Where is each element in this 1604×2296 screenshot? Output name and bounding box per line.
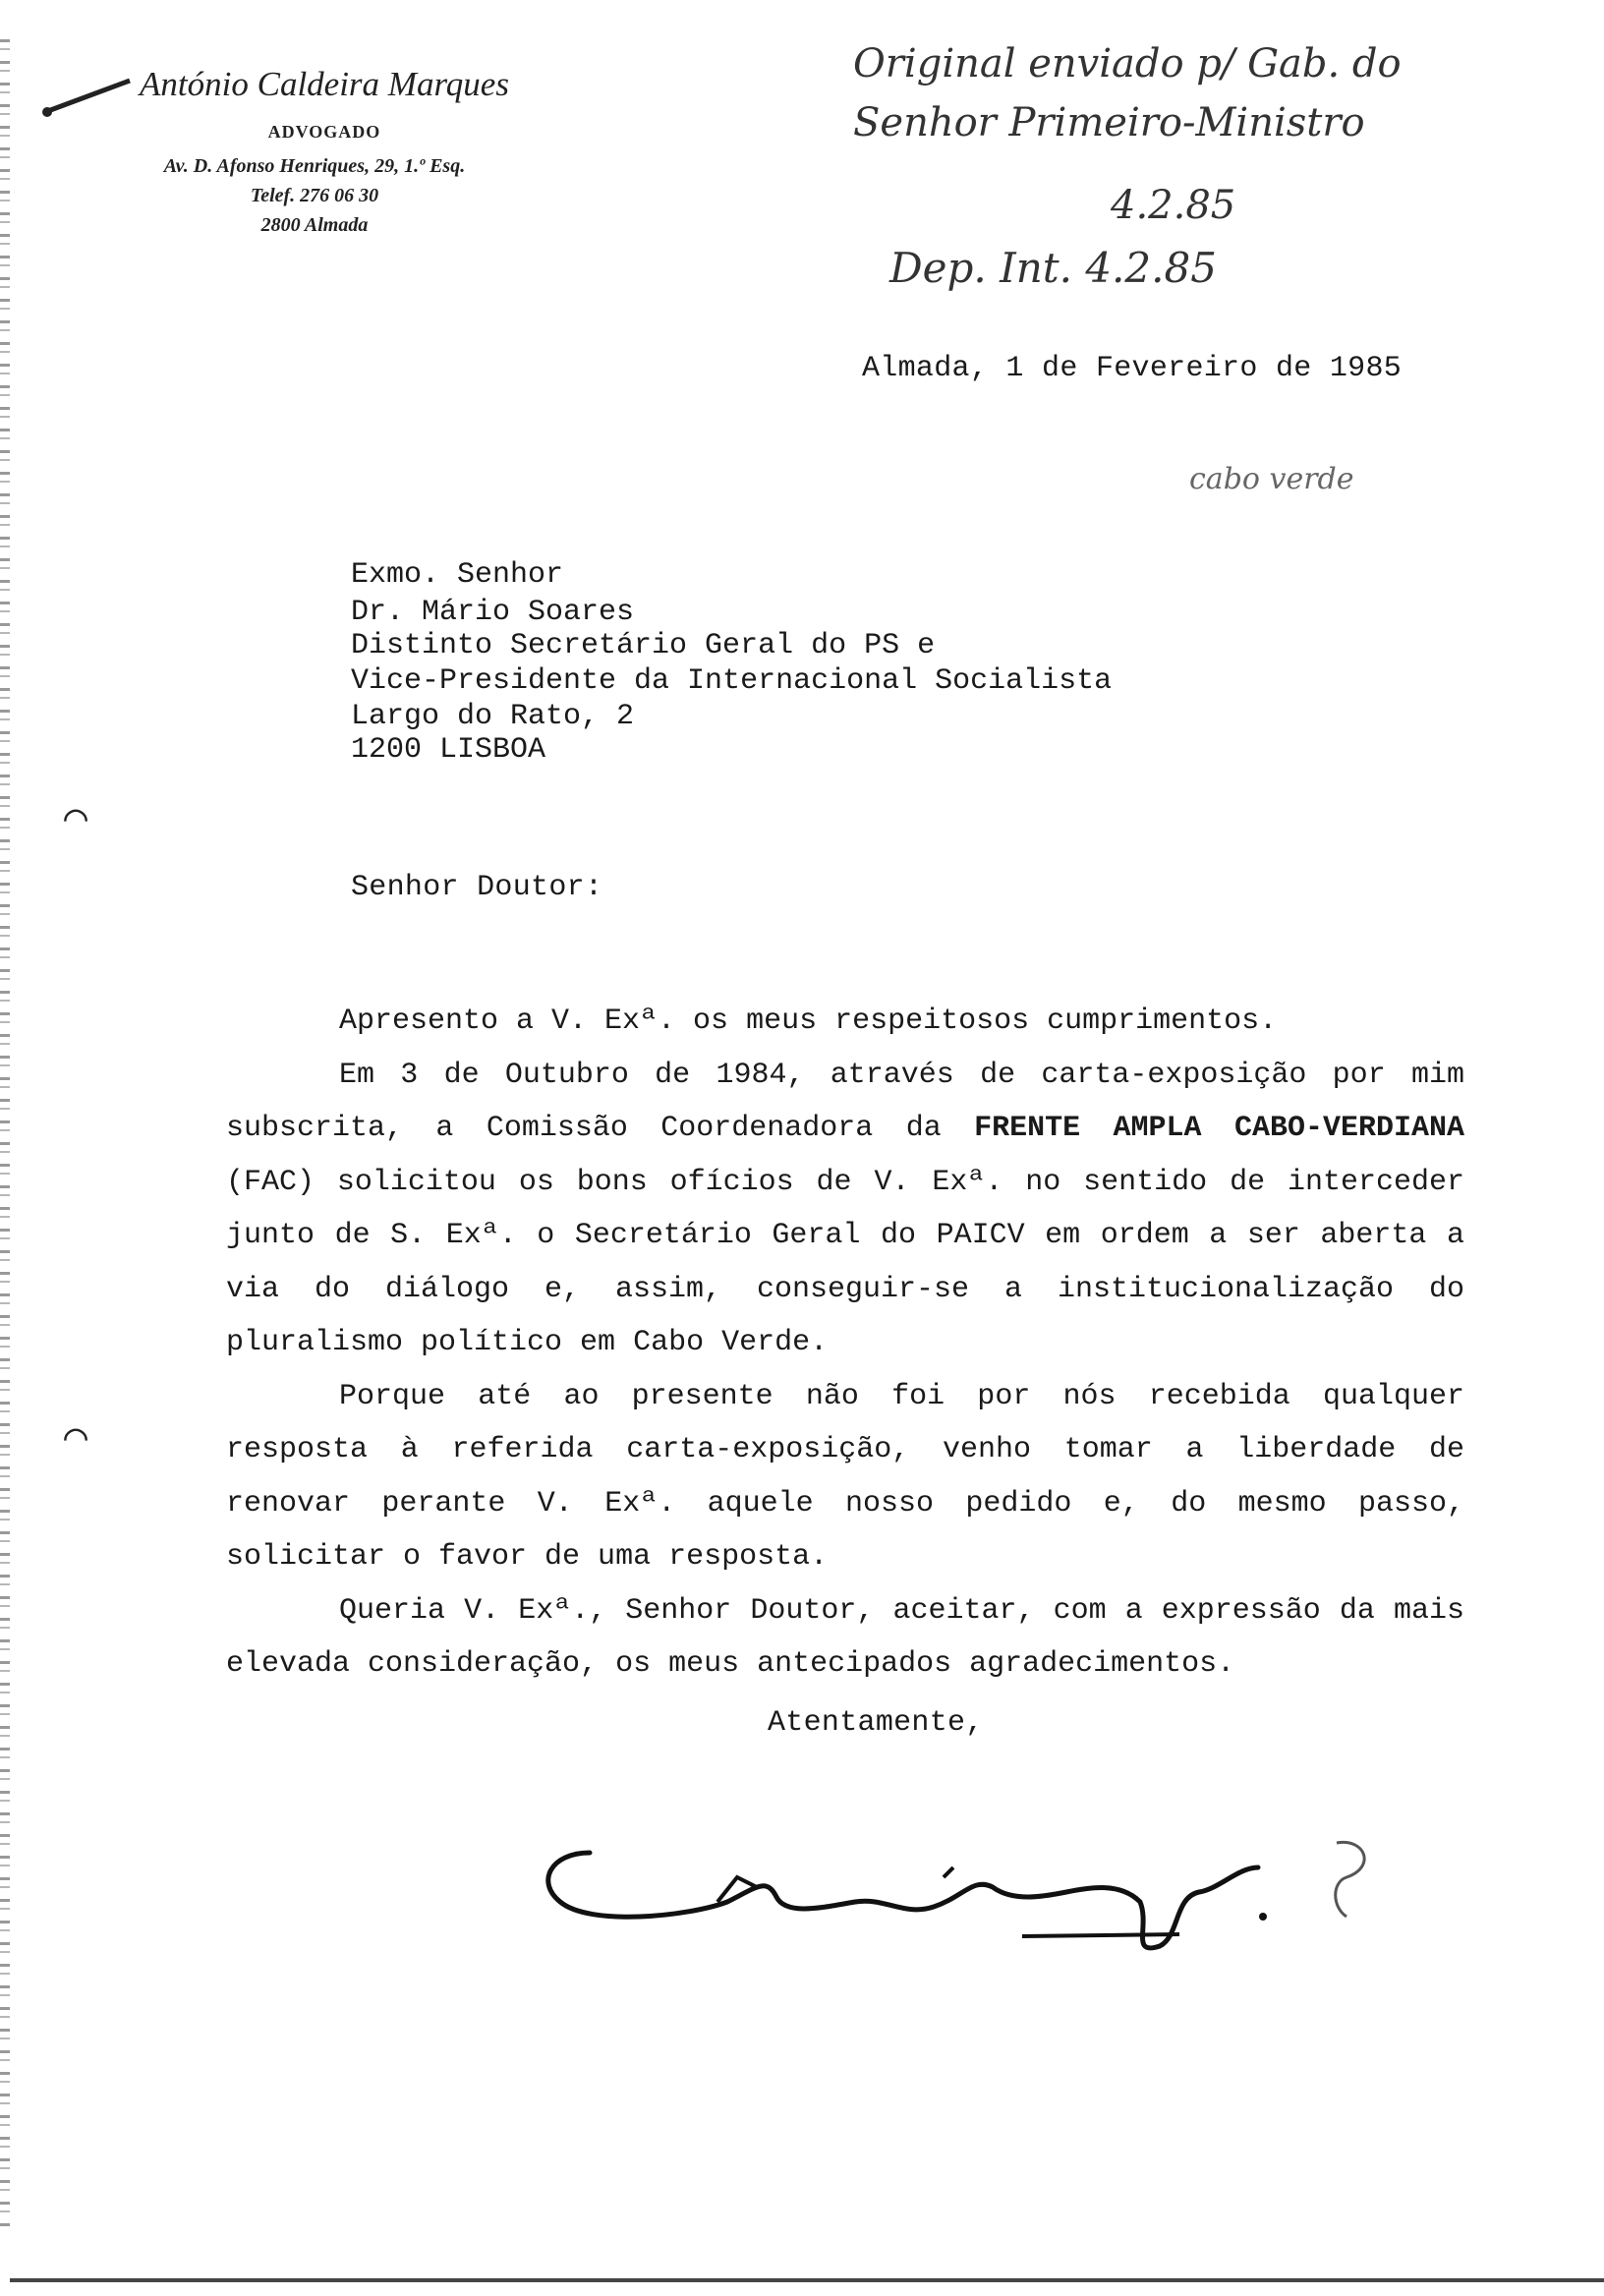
body-paragraph-2 [226,1049,1464,1370]
scan-edge-left [0,39,10,2231]
dateline: Almada, 1 de Fevereiro de 1985 [862,352,1403,385]
letterhead-name: António Caldeira Marques [140,65,509,103]
recipient-city: 1200 LISBOA [351,733,546,767]
body-paragraph-4: Queria V. Exª., Senhor Doutor, aceitar, com a expressão da mais elevada consideração, os meus antecipados agradecimentos. [226,1593,1464,1681]
letterhead-address: Av. D. Afonso Henriques, 29, 1.º Esq. [163,155,466,177]
body-paragraph-2-end: (FAC) solicitou os bons ofícios de V. Exª. no sentido de interceder junto de S. Exª. o Secretário Geral do PAICV em ordem a ser aberta a via do diálogo e, assim, conseguir-se a institucionalização do pluralismo político em Cabo Verde. [226,1165,1464,1359]
hole-punch-mark: ⌒ [64,798,88,842]
body-paragraph-1: Apresento a V. Exª. os meus respeitosos cumprimentos. [339,1004,1278,1038]
handwritten-initials: cabo verde [1189,462,1354,496]
recipient-role-1: Distinto Secretário Geral do PS e [351,629,936,662]
hole-punch-mark: ⌒ [64,1417,88,1462]
letterhead-phone: Telef. 276 06 30 [250,185,379,206]
scan-edge-bottom [10,2278,1604,2282]
recipient-role-2: Vice-Presidente da Internacional Socialista [351,664,1113,698]
body-paragraph-3: Porque até ao presente não foi por nós recebida qualquer resposta à referida carta-exposição, venho tomar a liberdade de renovar perante V. Exª. aquele nosso pedido e, do mesmo passo, solicitar o favor de uma resposta. [226,1379,1464,1574]
body-paragraph-2-start: Em 3 de Outubro de 1984, através de carta-exposição por mim subscrita, a Comissão Coordenadora da [226,1058,1464,1145]
closing: Atentamente, [768,1706,984,1740]
recipient-title: Exmo. Senhor [351,558,564,592]
letter-body [226,995,1464,1692]
greeting: Senhor Doutor: [351,871,603,904]
handwritten-date: 4.2.85 [1111,183,1236,228]
signature [531,1808,1376,1985]
letterhead-profession: ADVOGADO [267,122,381,142]
handwritten-dept-note: Dep. Int. 4.2.85 [889,244,1217,292]
letterhead-city: 2800 Almada [260,214,369,236]
handwritten-note-line1: Original enviado p/ Gab. do [853,41,1402,86]
organization-name: FRENTE AMPLA CABO-VERDIANA [974,1112,1464,1145]
handwritten-note-line2: Senhor Primeiro-Ministro [853,100,1365,145]
recipient-street: Largo do Rato, 2 [351,700,635,733]
recipient-name: Dr. Mário Soares [351,596,635,629]
